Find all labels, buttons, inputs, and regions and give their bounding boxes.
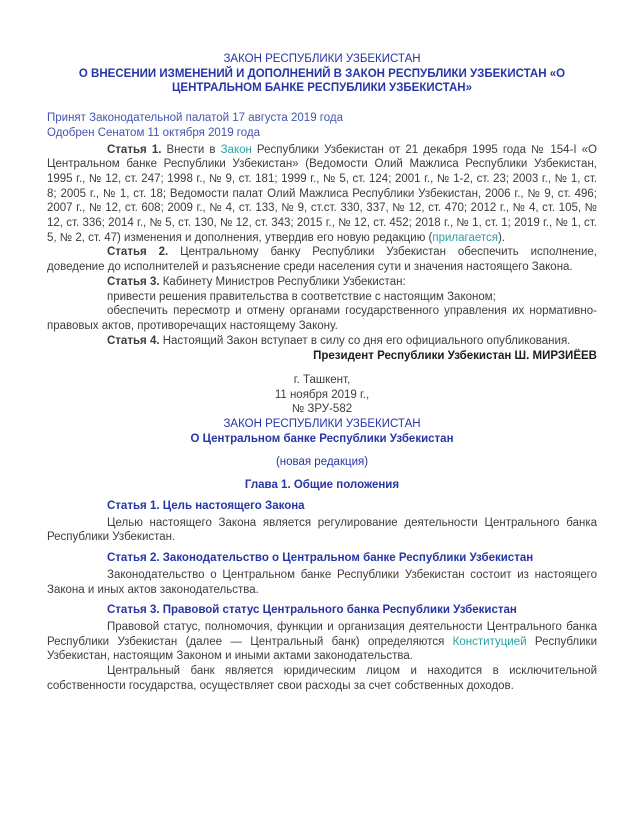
article-3-body-text-2: Республики Узбекистан, настоящим Законом и иными актами законодательства. — [47, 635, 597, 663]
amending-article-3 — [47, 275, 597, 290]
new-law-title: О Центральном банке Республики Узбекистан — [190, 432, 454, 445]
adoption-meta — [47, 111, 597, 140]
new-law-kicker: ЗАКОН РЕСПУБЛИКИ УЗБЕКИСТАН — [223, 418, 421, 431]
chapter-article-1-body: Целью настоящего Закона является регулирование деятельности Центрального банка Республики Узбекистан. — [47, 516, 597, 544]
amending-law-title: О ВНЕСЕНИИ ИЗМЕНЕНИЙ И ДОПОЛНЕНИЙ В ЗАКОН РЕСПУБЛИКИ УЗБЕКИСТАН «О ЦЕНТРАЛЬНОМ БАНКЕ РЕСПУБЛИКИ УЗБЕКИСТАН» — [78, 67, 566, 95]
amending-law-kicker: ЗАКОН РЕСПУБЛИКИ УЗБЕКИСТАН — [223, 53, 421, 65]
amending-article-3-item-2: обеспечить пересмотр и отмену органами государственного управления их нормативно-правовых актов, противоречащих настоящему Закону. — [47, 305, 597, 332]
law-1995-link[interactable]: Закон — [220, 143, 252, 156]
article-2-text: Центральному банку Республики Узбекистан обеспечить исполнение, доведение до исполнителей и разъяснение среди населения сути и значения настоящего Закона. — [47, 246, 597, 274]
signature-place: г. Ташкент, — [293, 374, 351, 387]
amending-law-header — [47, 52, 597, 96]
requisites-block — [47, 373, 597, 417]
article-4-text: Настоящий Закон вступает в силу со дня его официального опубликования. — [159, 334, 571, 347]
article-3-body-text-1: Правовой статус, полномочия, функции и организация деятельности Центрального банка Республики Узбекистан (далее — Центральный банк) определяются — [47, 620, 597, 648]
chapter-article-2-body: Законодательство о Центральном банке Республики Узбекистан состоит из настоящего Закона и иных актов законодательства. — [47, 568, 597, 596]
law-number: № ЗРУ-582 — [291, 403, 353, 416]
chapter-article-2-heading: Статья 2. Законодательство о Центральном банке Республики Узбекистан — [107, 552, 534, 565]
chapter-1-title: Глава 1. Общие положения — [244, 479, 400, 492]
article-1-text-1: Внести в — [161, 143, 221, 156]
article-1-text-2: Республики Узбекистан от 21 декабря 1995 года № 154-I «О Центральном банке Республики Узбекистан» (Ведомости Олий Мажлиса Республики Узбекистан, 1995 г., № 12, ст. 247; 1998 г., № 9, ст. 181; 1999 г., № 5, ст. 124; 2001 г., № 1-2, ст. 23; 2003 г., № 1, ст. 8; 2005 г., № 1, ст. 18; Ведомости палат Олий Мажлиса Республики Узбекистан, 2006 г., № 9, ст. 496; 2007 г., № 12, ст. 608; 2009 г., № 4, ст. 133, № 9, ст.ст. 330, 337, № 12, ст. 470; 2012 г., № 4, ст. 105, № 12, ст. 336; 2014 г., № 5, ст. 130, № 12, ст. 343; 2015 г., № 12, ст. 452; 2018 г., № 1, ст. 1; 2019 г., № 1, ст. 5, № 2, ст. 47) изменения и дополнения, утвердив его новую редакцию ( — [47, 143, 598, 244]
article-2-label: Статья 2. — [107, 246, 169, 259]
adopted-line: Принят Законодательной палатой 17 августа 2019 года — [47, 112, 343, 125]
attached-link[interactable]: прилагается — [432, 231, 498, 244]
approved-line: Одобрен Сенатом 11 октября 2019 года — [47, 126, 260, 139]
chapter-article-1-heading: Статья 1. Цель настоящего Закона — [107, 499, 305, 512]
article-3-text: Кабинету Министров Республики Узбекистан: — [159, 275, 406, 288]
article-1-text-3: ). — [497, 231, 505, 244]
article-3-label: Статья 3. — [107, 275, 160, 288]
chapter-article-3-heading: Статья 3. Правовой статус Центрального банка Республики Узбекистан — [107, 604, 517, 617]
amending-article-3-item-1: привести решения правительства в соответствие с настоящим Законом; — [107, 290, 496, 303]
article-1-label: Статья 1. — [107, 143, 162, 156]
amending-article-1 — [47, 143, 597, 246]
amending-article-2 — [47, 245, 597, 274]
signature-date: 11 ноября 2019 г., — [274, 388, 370, 401]
amending-article-4 — [47, 334, 597, 349]
constitution-link[interactable]: Конституцией — [452, 635, 527, 648]
edition-note: (новая редакция) — [275, 455, 369, 468]
chapter-article-3-paragraph-1 — [47, 620, 597, 664]
chapter-article-3-paragraph-2: Центральный банк является юридическим лицом и находится в исключительной собственности государства, осуществляет свои расходы за счет собственных доходов. — [47, 665, 597, 692]
article-4-label: Статья 4. — [107, 334, 160, 347]
president-signature: Президент Республики Узбекистан Ш. МИРЗИЁЕВ — [313, 350, 597, 363]
